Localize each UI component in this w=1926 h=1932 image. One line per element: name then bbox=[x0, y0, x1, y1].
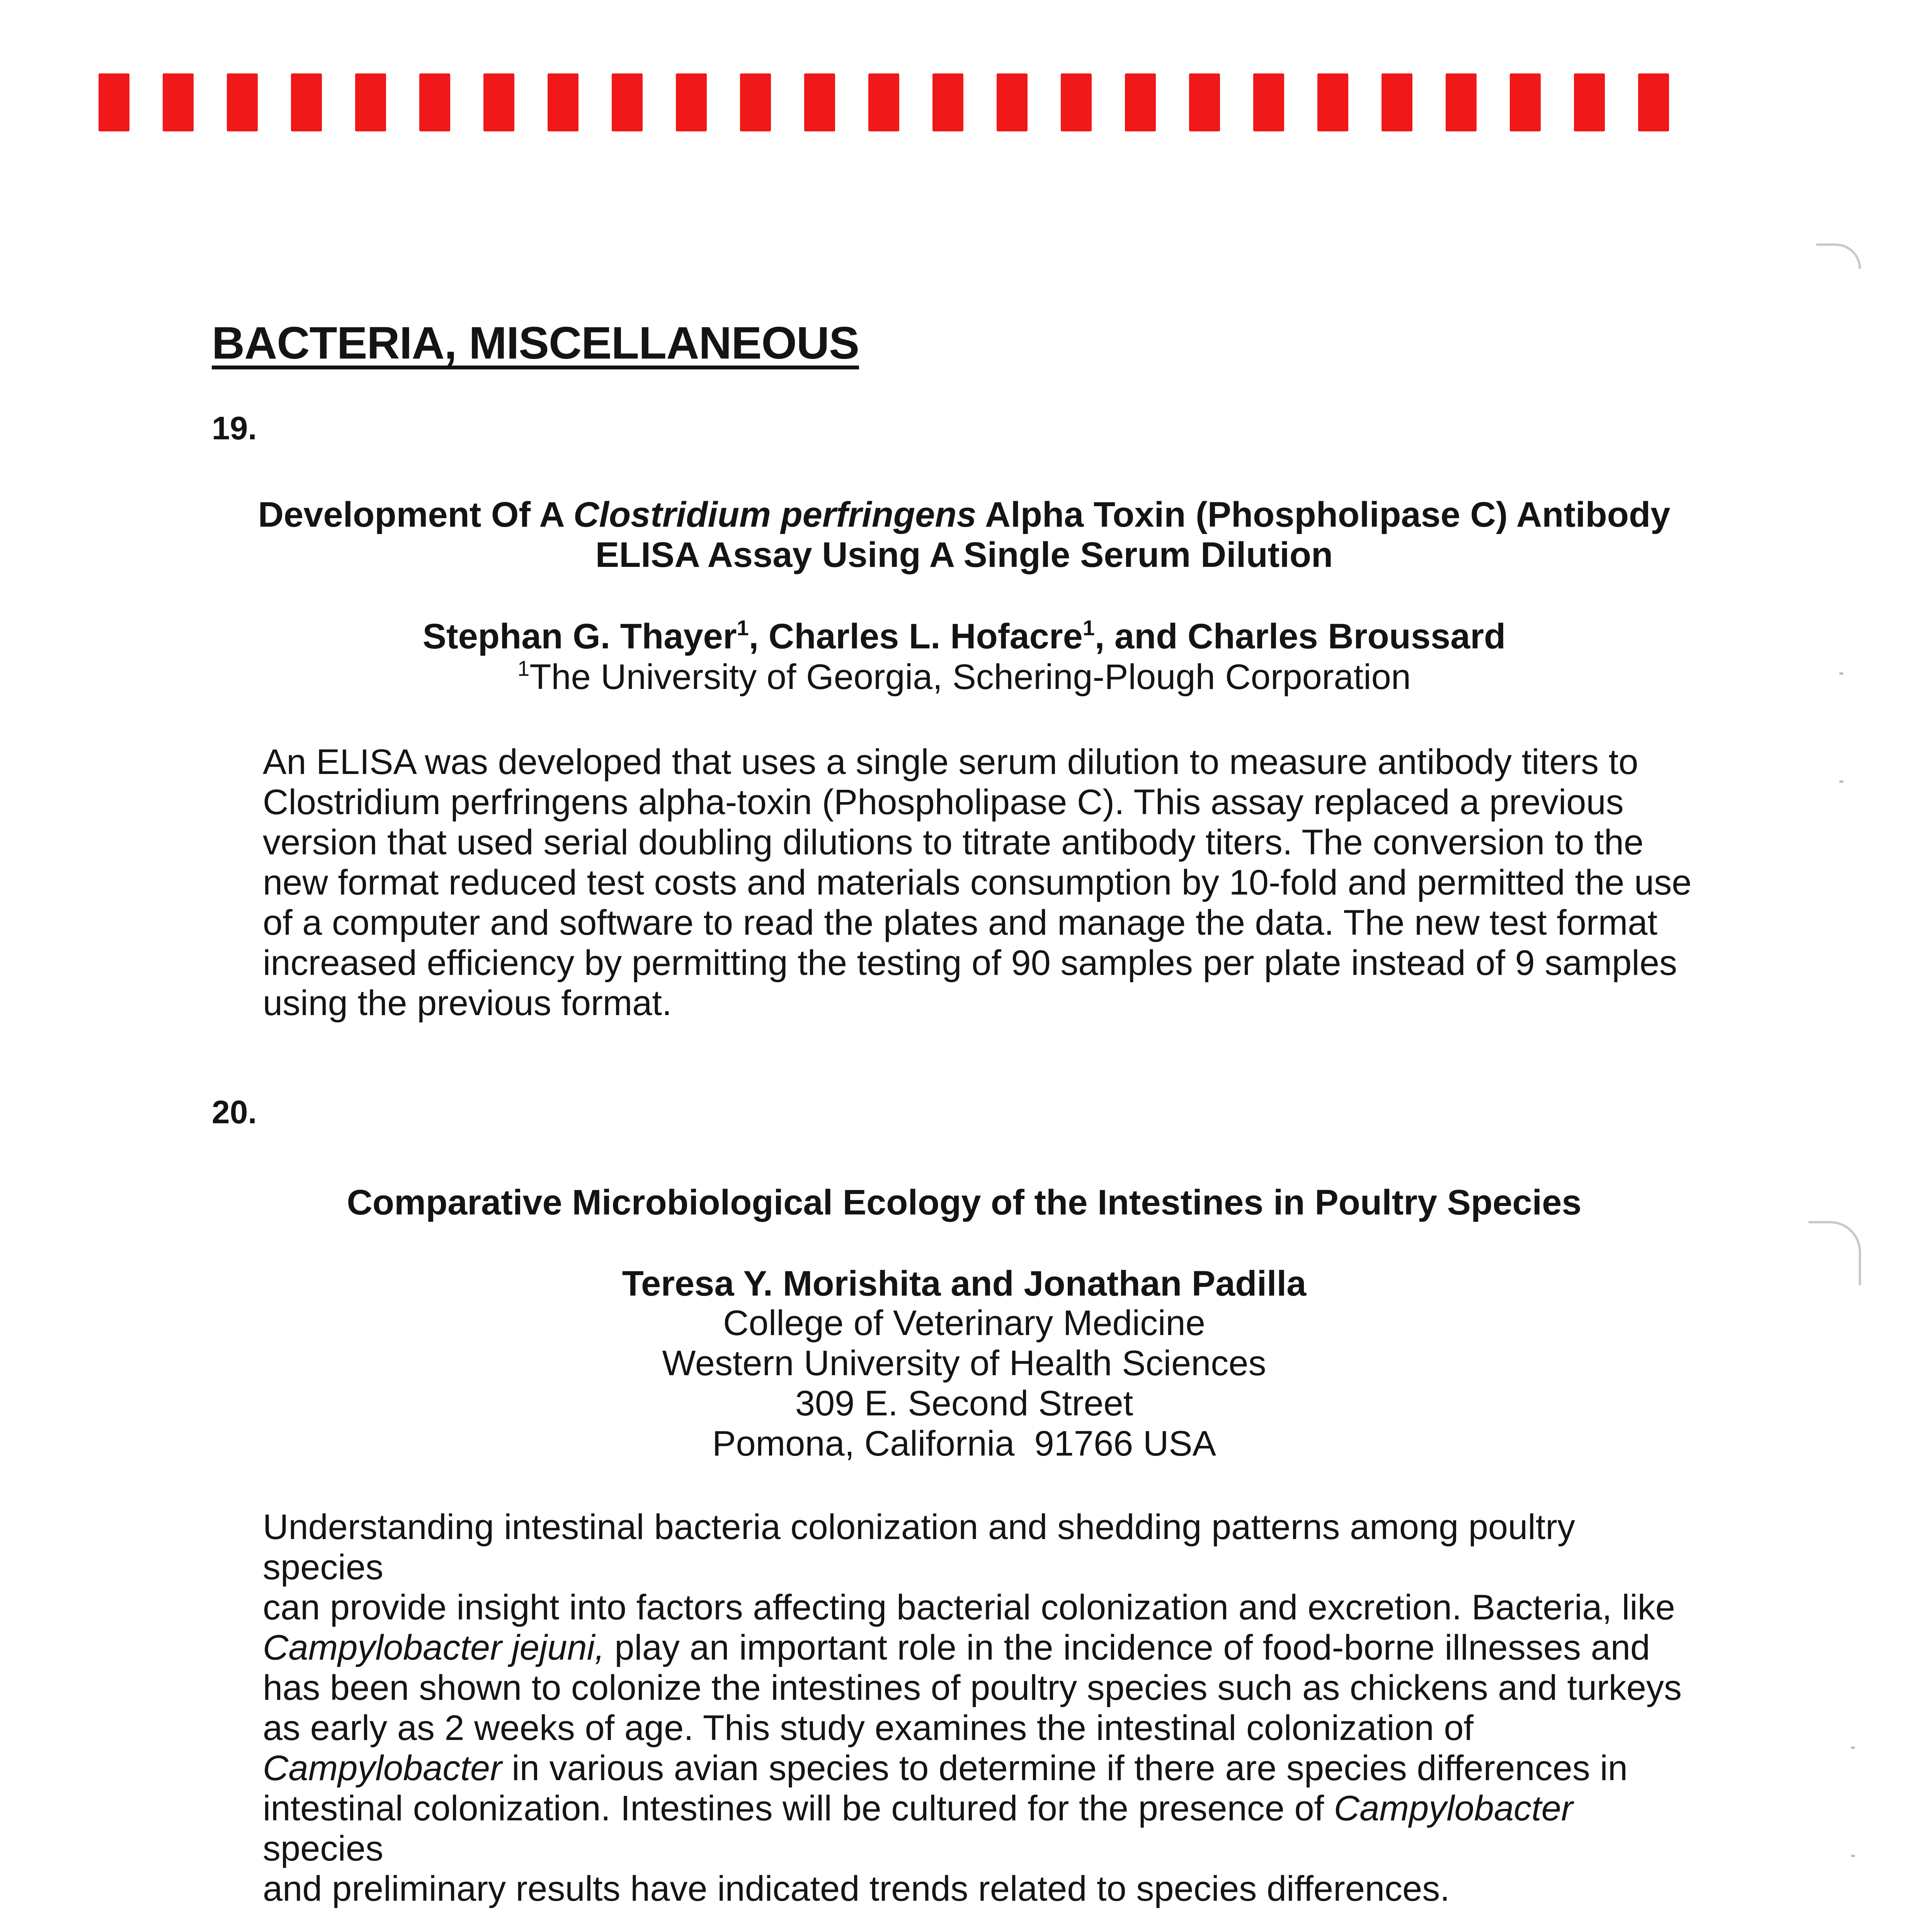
title-text: Alpha Toxin (Phospholipase C) Antibody bbox=[976, 495, 1671, 534]
abstract-line: Understanding intestinal bacteria colonization and shedding patterns among poultry species bbox=[263, 1507, 1575, 1587]
abstract-line: of a computer and software to read the plates and manage the data. The new test format bbox=[263, 903, 1657, 942]
red-tab bbox=[1189, 73, 1220, 131]
red-tab bbox=[291, 73, 322, 131]
red-tab bbox=[1446, 73, 1477, 131]
red-tab bbox=[1382, 73, 1412, 131]
entry-title-line: ELISA Assay Using A Single Serum Dilution bbox=[595, 535, 1333, 575]
scan-speck bbox=[1851, 1747, 1855, 1749]
scan-speck bbox=[1851, 1855, 1855, 1857]
abstract-line: version that used serial doubling dilutions to titrate antibody titers. The conversion to the bbox=[263, 823, 1644, 862]
address-line: Western University of Health Sciences bbox=[662, 1344, 1266, 1383]
abstract-line: and preliminary results have indicated trends related to species differences. bbox=[263, 1869, 1450, 1908]
abstract-text: in various avian species to determine if there are species differences in bbox=[502, 1748, 1628, 1788]
red-tab bbox=[419, 73, 450, 131]
abstract-line: Clostridium perfringens alpha-toxin (Phospholipase C). This assay replaced a previous bbox=[263, 782, 1624, 822]
abstract-line: increased efficiency by permitting the testing of 90 samples per plate instead of 9 samples bbox=[263, 943, 1677, 983]
entry-number: 20. bbox=[212, 1094, 257, 1130]
entry-abstract bbox=[263, 1507, 1693, 1909]
author-name: and Charles Broussard bbox=[1114, 617, 1506, 656]
red-tab bbox=[1061, 73, 1092, 131]
red-tab bbox=[548, 73, 578, 131]
red-tab bbox=[868, 73, 899, 131]
red-tab bbox=[1574, 73, 1605, 131]
entry-number: 19. bbox=[212, 410, 257, 446]
red-tab bbox=[612, 73, 643, 131]
author-name: Charles L. Hofacre bbox=[768, 617, 1083, 656]
affiliation-superscript: 1 bbox=[517, 656, 530, 680]
scan-speck bbox=[1839, 781, 1843, 783]
red-tab bbox=[804, 73, 835, 131]
red-tab bbox=[1253, 73, 1284, 131]
species-italic: Campylobacter jejuni, bbox=[263, 1628, 605, 1667]
address-line: College of Veterinary Medicine bbox=[723, 1303, 1205, 1343]
entry-authors: Teresa Y. Morishita and Jonathan Padilla bbox=[622, 1264, 1307, 1303]
red-tab-band bbox=[99, 73, 1669, 131]
red-tab bbox=[1125, 73, 1156, 131]
abstract-line bbox=[263, 1628, 1693, 1668]
abstract-text: intestinal colonization. Intestines will be cultured for the presence of bbox=[263, 1789, 1334, 1828]
affiliation-superscript: 1 bbox=[737, 616, 749, 640]
abstract-line: can provide insight into factors affecting bacterial colonization and excretion. Bacteria, like bbox=[263, 1588, 1675, 1627]
red-tab bbox=[740, 73, 771, 131]
affiliation-superscript: 1 bbox=[1082, 616, 1095, 640]
red-tab bbox=[483, 73, 514, 131]
entry-authors: Stephan G. Thayer$^1$, Charles L. Hofacre$^1$, and Charles Broussard bbox=[422, 616, 1506, 656]
title-species-italic: Clostridium perfringens bbox=[573, 495, 977, 534]
binder-hole-mark bbox=[1816, 243, 1861, 269]
author-name: Stephan G. Thayer bbox=[422, 617, 737, 656]
scan-speck bbox=[1839, 672, 1843, 675]
red-tab bbox=[997, 73, 1028, 131]
abstract-text: play an important role in the incidence of food-borne illnesses and bbox=[604, 1628, 1650, 1667]
red-tab bbox=[163, 73, 194, 131]
red-tab bbox=[355, 73, 386, 131]
abstract-line: as early as 2 weeks of age. This study examines the intestinal colonization of bbox=[263, 1708, 1474, 1748]
address-line: Pomona, California 91766 USA bbox=[712, 1424, 1217, 1463]
entry-title bbox=[216, 495, 1712, 575]
red-tab bbox=[1317, 73, 1348, 131]
entry-abstract bbox=[263, 742, 1693, 1023]
red-tab bbox=[99, 73, 129, 131]
abstract-line: An ELISA was developed that uses a single serum dilution to measure antibody titers to bbox=[263, 742, 1638, 782]
red-tab bbox=[1638, 73, 1669, 131]
red-tab bbox=[1510, 73, 1541, 131]
abstract-line bbox=[263, 1748, 1693, 1788]
entry-affiliation bbox=[216, 657, 1712, 697]
abstract-line bbox=[263, 1788, 1693, 1869]
entry-address bbox=[216, 1303, 1712, 1464]
binder-hole-mark bbox=[1809, 1221, 1861, 1285]
species-italic: Campylobacter bbox=[1334, 1789, 1573, 1828]
affiliation-text: The University of Georgia, Schering-Plough Corporation bbox=[529, 657, 1411, 697]
abstract-line: new format reduced test costs and materials consumption by 10-fold and permitted the use bbox=[263, 863, 1692, 902]
entry-title: Comparative Microbiological Ecology of the Intestines in Poultry Species bbox=[347, 1183, 1582, 1222]
address-line: 309 E. Second Street bbox=[795, 1384, 1133, 1423]
abstract-text: species bbox=[263, 1829, 383, 1868]
red-tab bbox=[227, 73, 258, 131]
title-text: Development Of A bbox=[258, 495, 573, 534]
red-tab bbox=[932, 73, 963, 131]
abstract-line: has been shown to colonize the intestines of poultry species such as chickens and turkeys bbox=[263, 1668, 1682, 1708]
entry-title-line bbox=[216, 495, 1712, 535]
abstract-line: using the previous format. bbox=[263, 983, 672, 1023]
red-tab bbox=[676, 73, 707, 131]
species-italic: Campylobacter bbox=[263, 1748, 502, 1788]
section-heading: BACTERIA, MISCELLANEOUS bbox=[212, 318, 859, 369]
